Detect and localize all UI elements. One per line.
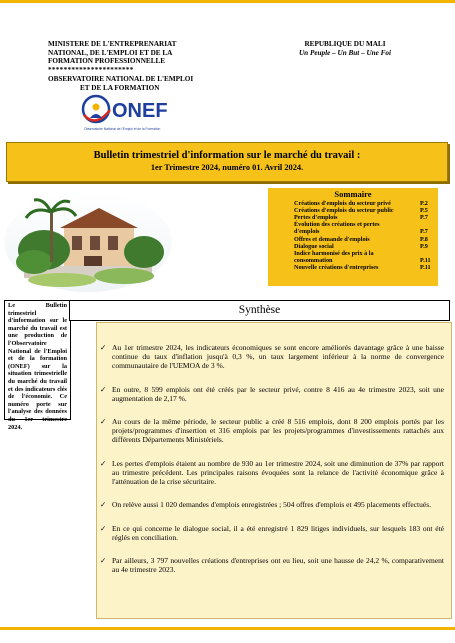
check-icon: ✓ bbox=[100, 458, 107, 468]
republic-block bbox=[270, 40, 420, 58]
sommaire-item[interactable]: Dialogue social P.9 bbox=[294, 242, 428, 250]
sommaire-item[interactable]: Indice harmonisé des prix à la bbox=[294, 249, 374, 257]
synthese-bullets bbox=[100, 343, 444, 589]
intro-box: Le Bulletin trimestriel d'information sur le marché du travail est une production de l'Observatoire National de l'Emploi et de la formation (ONEF) sur la situation trimestrielle du marché du travail et des indicateurs clés de l'économie. Ce numéro porte sur l'analyse des données du 1er trimestre 2024. bbox=[4, 300, 71, 420]
building-image bbox=[4, 192, 172, 292]
synthese-title: Synthèse bbox=[69, 300, 450, 321]
top-yellow-rule bbox=[0, 0, 455, 3]
ministry-separator: ********************** bbox=[48, 65, 134, 74]
ministry-line: ET DE LA FORMATION bbox=[80, 83, 160, 92]
synthese-bullet: ✓ Par ailleurs, 3 797 nouvelles créations d'entreprises ont eu lieu, soit une hausse de 24,2 %, comparativement au 4e trimestre 2023. bbox=[100, 556, 444, 574]
ministry-block bbox=[48, 40, 238, 93]
ministry-line: FORMATION PROFESSIONNELLE bbox=[48, 57, 166, 66]
synthese-bullet: ✓ Au 1er trimestre 2024, les indicateurs économiques se sont encore améliorés davantage grâce à une baisse continue du taux d'inflation jusqu'à 0,3 %, un taux largement inférieur à la norme de convergence communautaire de l'UEMOA de 3 %. bbox=[100, 343, 444, 370]
bulletin-banner bbox=[6, 142, 448, 182]
ministry-line: OBSERVATOIRE NATIONAL DE L'EMPLOI bbox=[48, 75, 194, 84]
synthese-bullet: ✓ Les pertes d'emplois étaient au nombre de 930 au 1er trimestre 2024, soit une diminution de 37% par rapport au trimestre précédent. Les principales raisons évoquées sont la relance de l'activité économique grâce à l'atténuation de la crise sécuritaire. bbox=[100, 458, 444, 486]
sommaire-item[interactable]: Créations d'emplois du secteur public P.5 bbox=[294, 207, 428, 215]
check-icon: ✓ bbox=[100, 500, 107, 509]
sommaire-item[interactable]: Nouvelle créations d'entreprises P.11 bbox=[294, 263, 431, 271]
logo-caption: Observatoire National de l'Emploi et de la Formation bbox=[84, 127, 161, 131]
sommaire-item[interactable]: d'emplois P.7 bbox=[294, 228, 428, 236]
check-icon: ✓ bbox=[100, 523, 107, 533]
sommaire-title: Sommaire bbox=[334, 189, 372, 199]
check-icon: ✓ bbox=[100, 384, 107, 394]
synthese-bullet: ✓ En ce qui concerne le dialogue social, il a été enregistré 1 829 litiges individuels, sur lesquels 183 ont été réglés en conciliation. bbox=[100, 523, 444, 542]
check-icon: ✓ bbox=[100, 556, 107, 565]
bulletin-title: Bulletin trimestriel d'information sur le marché du travail : bbox=[93, 150, 361, 161]
bulletin-subtitle: 1er Trimestre 2024, numéro 01. Avril 2024. bbox=[150, 163, 304, 172]
sommaire-item[interactable]: consommation P.11 bbox=[294, 256, 431, 264]
check-icon: ✓ bbox=[100, 417, 107, 426]
republic-title: REPUBLIQUE DU MALI bbox=[304, 40, 386, 48]
bottom-yellow-rule bbox=[0, 627, 455, 630]
building-photo bbox=[4, 192, 172, 292]
sommaire-item[interactable]: Créations d'emplois du secteur privé P.2 bbox=[294, 200, 428, 208]
synthese-bullet: ✓ On relève aussi 1 020 demandes d'emplois enregistrées ; 504 offres d'emplois et 495 placements effectués. bbox=[100, 500, 432, 509]
onef-logo-icon bbox=[78, 90, 178, 134]
sommaire-box bbox=[268, 188, 438, 286]
onef-logo bbox=[78, 90, 178, 134]
ministry-line: MINISTERE DE L'ENTREPRENARIAT bbox=[48, 40, 177, 48]
sommaire-item[interactable]: Offres et demande d'emplois P.8 bbox=[294, 235, 428, 243]
republic-motto: Un Peuple – Un But – Une Foi bbox=[298, 49, 392, 57]
synthese-bullet: ✓ Au cours de la même période, le secteur public a créé 8 516 emplois, dont 8 200 emplois portés par les projets/programmes d'insertion et 316 emplois par les projets/programmes d'investissements rattachés aux différents Départements Ministériels. bbox=[100, 417, 444, 444]
sommaire-item[interactable]: Évolution des créations et pertes bbox=[294, 221, 380, 229]
synthese-bullet: ✓ En outre, 8 599 emplois ont été créés par le secteur privé, contre 8 416 au 4e trimestre 2023, soit une augmentation de 2,17 %. bbox=[100, 384, 444, 403]
ministry-line: NATIONAL, DE L'EMPLOI ET DE LA bbox=[48, 48, 173, 57]
sommaire-item[interactable]: Pertes d'emplois P.7 bbox=[294, 214, 428, 222]
check-icon: ✓ bbox=[100, 343, 107, 352]
logo-wordmark: ONEF bbox=[112, 100, 168, 122]
